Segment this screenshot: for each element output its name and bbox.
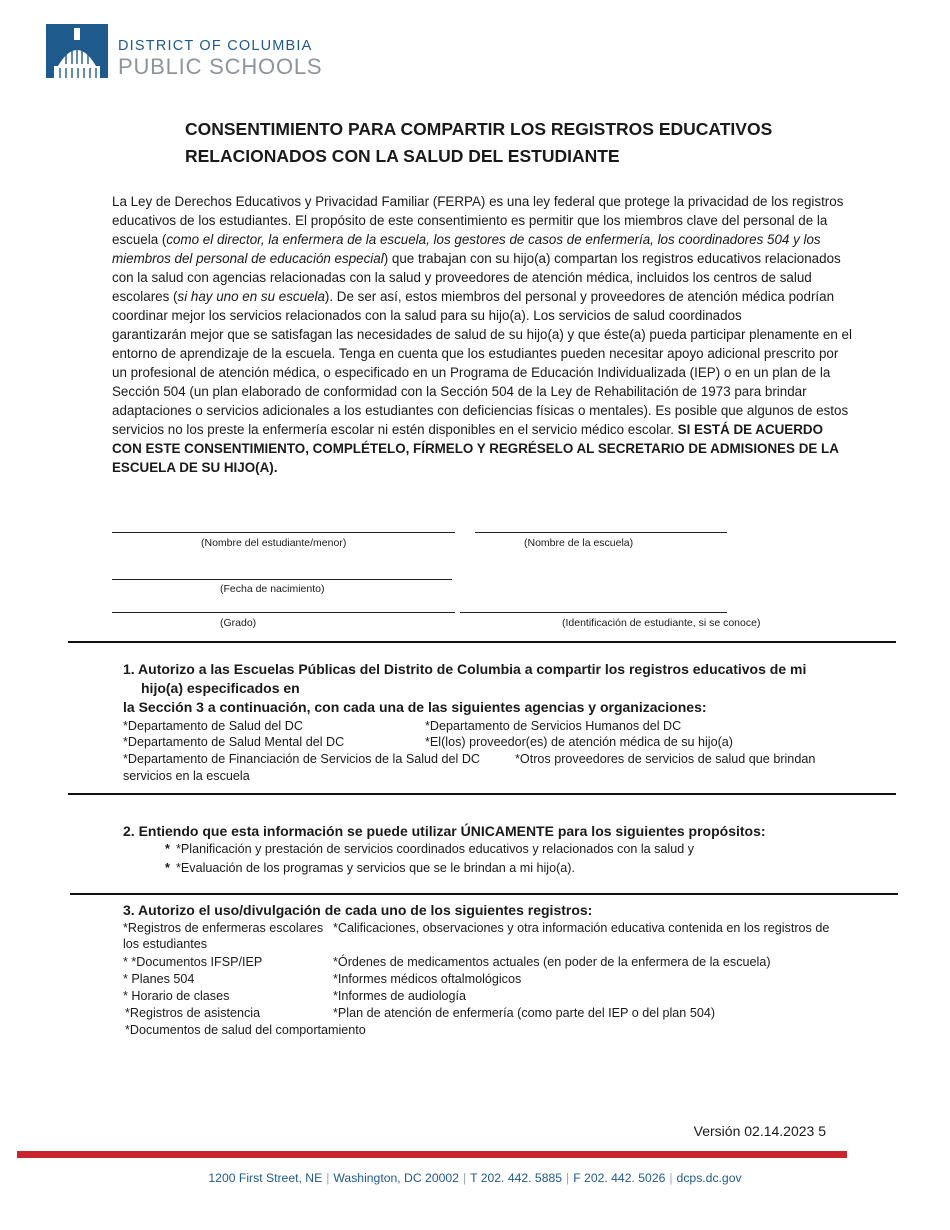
footer-website-link[interactable]: dcps.dc.gov xyxy=(676,1171,742,1185)
grade-field[interactable] xyxy=(112,612,455,613)
footer-address: 1200 First Street, NE xyxy=(208,1171,323,1185)
footer-separator: | xyxy=(326,1171,330,1185)
record-item: * Horario de clases xyxy=(123,989,230,1003)
birth-date-label: (Fecha de nacimiento) xyxy=(220,583,325,595)
logo-line-1: DISTRICT OF COLUMBIA xyxy=(118,38,313,54)
section-divider xyxy=(70,893,898,895)
record-item: *Calificaciones, observaciones y otra información educativa contenida en los registros de xyxy=(333,921,830,935)
record-item: *Órdenes de medicamentos actuales (en poder de la enfermera de la escuela) xyxy=(333,955,771,969)
section-2-heading: 2. Entiendo que esta información se puede utilizar ÚNICAMENTE para los siguientes propósitos: xyxy=(123,823,766,839)
intro-paragraph-1 xyxy=(112,192,852,325)
dcps-logo xyxy=(46,24,366,80)
record-item: *Plan de atención de enfermería (como parte del IEP o del plan 504) xyxy=(333,1006,716,1020)
section-1-heading-line: hijo(a) especificados en xyxy=(141,680,300,696)
intro-italic-staff: como el director, la enfermera de la escuela, los gestores de casos de enfermería, los coordinadores 504 y los miembros del personal de educación especial xyxy=(112,232,821,266)
birth-date-field[interactable] xyxy=(112,579,452,580)
agency-item: *Departamento de Servicios Humanos del DC xyxy=(425,719,682,733)
footer-separator: | xyxy=(669,1171,673,1185)
footer-fax: F 202. 442. 5026 xyxy=(573,1171,666,1185)
record-item: *Informes de audiología xyxy=(333,989,467,1003)
student-id-field[interactable] xyxy=(460,612,727,613)
record-item: *Registros de asistencia xyxy=(125,1006,261,1020)
section-1-heading xyxy=(123,660,863,698)
version-label: Versión 02.14.2023 5 xyxy=(693,1123,826,1139)
page-title xyxy=(185,116,875,170)
bullet: * xyxy=(165,861,170,875)
intro-text-span: ) que trabajan con su hijo(a) compartan los registros educativos relacionados con la salud con agencias relacionadas con la salud y proveedores de atención médica, incluidos los centros de salud escolares ( xyxy=(112,251,841,304)
title-line-2: RELACIONADOS CON LA SALUD DEL ESTUDIANTE xyxy=(185,146,620,166)
student-id-label: (Identificación de estudiante, si se conoce) xyxy=(562,617,761,629)
footer-red-bar xyxy=(17,1151,847,1158)
school-name-label: (Nombre de la escuela) xyxy=(524,537,634,549)
school-name-field[interactable] xyxy=(475,532,727,533)
purpose-item: *Evaluación de los programas y servicios que se le brindan a mi hijo(a). xyxy=(176,861,575,875)
record-item: los estudiantes xyxy=(123,937,208,951)
section-divider xyxy=(68,793,896,795)
footer-contact xyxy=(0,1171,950,1185)
agency-item: *El(los) proveedor(es) de atención médica de su hijo(a) xyxy=(425,735,733,749)
record-item: *Documentos de salud del comportamiento xyxy=(125,1023,366,1037)
logo-line-2: PUBLIC SCHOOLS xyxy=(118,54,323,79)
section-divider xyxy=(68,641,896,643)
intro-italic-school: si hay uno en su escuela xyxy=(177,289,325,304)
agency-item: *Departamento de Salud Mental del DC xyxy=(123,735,345,749)
intro-text xyxy=(112,192,852,477)
bullet: * xyxy=(165,842,170,856)
agency-item: *Otros proveedores de servicios de salud que brindan xyxy=(515,752,816,766)
intro-paragraph-2 xyxy=(112,325,852,477)
student-name-field[interactable] xyxy=(112,532,455,533)
student-name-label: (Nombre del estudiante/menor) xyxy=(201,537,347,549)
footer-separator: | xyxy=(566,1171,570,1185)
capitol-dome-icon xyxy=(46,24,108,78)
record-item: * Planes 504 xyxy=(123,972,195,986)
purpose-item: *Planificación y prestación de servicios coordinados educativos y relacionados con la salud y xyxy=(176,842,695,856)
title-line-1: CONSENTIMIENTO PARA COMPARTIR LOS REGISTROS EDUCATIVOS xyxy=(185,119,773,139)
intro-text-span: La Ley de Derechos Educativos y Privacidad Familiar (FERPA) es una ley federal que protege la privacidad de los registros educativos de los estudiantes. El propósito de este consentimiento es permitir que los miembros clave del personal de la escuela ( xyxy=(112,194,844,247)
record-item: *Registros de enfermeras escolares xyxy=(123,921,324,935)
grade-label: (Grado) xyxy=(220,617,257,629)
record-item: * *Documentos IFSP/IEP xyxy=(123,955,263,969)
intro-text-span: garantizarán mejor que se satisfagan las necesidades de salud de su hijo(a) y que éste(a) pueda participar plenamente en el entorno de aprendizaje de la escuela. Tenga en cuenta que los estudiantes pueden necesitar apoyo adicional prescrito por un profesional de atención médica, o especificado en un Programa de Educación Individualizada (IEP) o en un plan de la Sección 504 (un plan elaborado de conformidad con la Sección 504 de la Ley de Rehabilitación de 1973 para brindar adaptaciones o servicios adicionales a los estudiantes con deficiencias físicas o mentales). Es posible que algunos de estos servicios no los preste la enfermería escolar ni estén disponibles en el servicio médico escolar. xyxy=(112,327,852,437)
intro-text-span: ). De ser así, estos miembros del personal y proveedores de atención médica podrían coordinar mejor los servicios relacionados con la salud para su hijo(a). Los servicios de salud coordinados xyxy=(112,289,835,323)
footer-city: Washington, DC 20002 xyxy=(333,1171,459,1185)
agency-item: *Departamento de Financiación de Servicios de la Salud del DC xyxy=(123,752,481,766)
section-3-heading: 3. Autorizo el uso/divulgación de cada uno de los siguientes registros: xyxy=(123,902,593,918)
agency-item: servicios en la escuela xyxy=(123,769,250,783)
section-1-subheading: la Sección 3 a continuación, con cada una de las siguientes agencias y organizaciones: xyxy=(123,699,707,715)
intro-instructions: SI ESTÁ DE ACUERDO CON ESTE CONSENTIMIENTO, COMPLÉTELO, FÍRMELO Y REGRÉSELO AL SECRETARIO DE ADMISIONES DE LA ESCUELA DE SU HIJO(A). xyxy=(112,422,839,475)
agency-item: *Departamento de Salud del DC xyxy=(123,719,303,733)
record-item: *Informes médicos oftalmológicos xyxy=(333,972,522,986)
footer-separator: | xyxy=(462,1171,467,1185)
footer-phone: T 202. 442. 5885 xyxy=(470,1171,563,1185)
section-1-heading-line: 1. Autorizo a las Escuelas Públicas del Distrito de Columbia a compartir los registros educativos de mi xyxy=(123,661,807,677)
